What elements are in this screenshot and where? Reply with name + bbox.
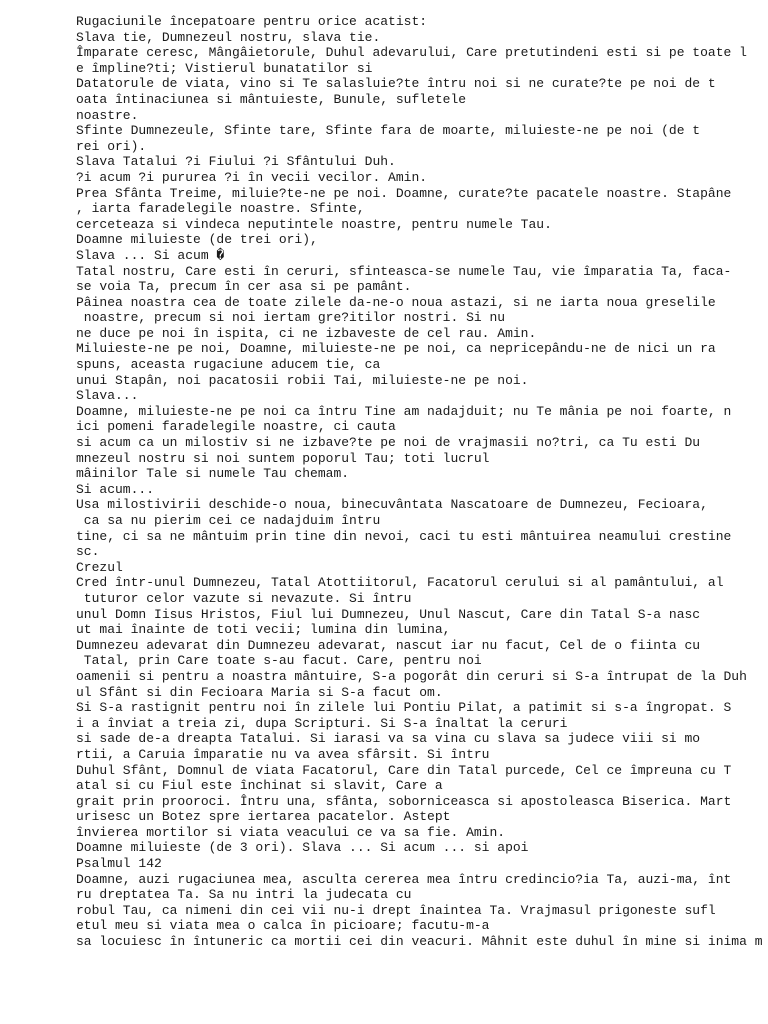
text-line: Sfinte Dumnezeule, Sfinte tare, Sfinte fara de moarte, miluieste-ne pe noi (de t	[76, 123, 701, 139]
text-line: unul Domn Iisus Hristos, Fiul lui Dumnezeu, Unul Nascut, Care din Tatal S-a nasc	[76, 606, 701, 622]
text-line: oamenii si pentru a noastra mântuire, S-a pogorât din ceruri si S-a întrupat de la Duh	[76, 668, 747, 684]
text-line: tuturor celor vazute si nevazute. Si întru	[76, 590, 412, 606]
text-line: atal si cu Fiul este închinat si slavit, Care a	[76, 778, 443, 794]
text-line: sc.	[76, 544, 100, 560]
text-line: Rugaciunile începatoare pentru orice acatist:	[76, 14, 428, 29]
text-line: e împline?ti; Vistierul bunatatilor si	[76, 60, 373, 76]
text-line: Tatal nostru, Care esti în ceruri, sfinteasca-se numele Tau, vie împaratia Ta, faca-	[76, 263, 732, 279]
text-line: tine, ci sa ne mântuim prin tine din nevoi, caci tu esti mântuirea neamului crestine	[76, 528, 732, 544]
text-line: unui Stapân, noi pacatosii robii Tai, miluieste-ne pe noi.	[76, 372, 529, 388]
text-line: ru dreptatea Ta. Sa nu intri la judecata cu	[76, 887, 412, 903]
text-line: învierea mortilor si viata veacului ce va sa fie. Amin.	[76, 824, 506, 840]
text-line: Datatorule de viata, vino si Te salasluie?te întru noi si ne curate?te pe noi de t	[76, 76, 716, 92]
text-line: Doamne, miluieste-ne pe noi ca întru Tine am nadajduit; nu Te mânia pe noi foarte, n	[76, 403, 732, 419]
text-line: Slava tie, Dumnezeul nostru, slava tie.	[76, 29, 381, 45]
text-line: ?i acum ?i pururea ?i în vecii vecilor. Amin.	[76, 169, 428, 185]
text-line: urisesc un Botez spre iertarea pacatelor. Astept	[76, 809, 451, 825]
text-line: si acum ca un milostiv si ne izbave?te pe noi de vrajmasii no?tri, ca Tu esti Du	[76, 435, 701, 451]
document-body	[76, 14, 763, 950]
text-line: Miluieste-ne pe noi, Doamne, miluieste-ne pe noi, ca nepricepându-ne de nici un ra	[76, 341, 716, 357]
text-line: Si S-a rastignit pentru noi în zilele lui Pontiu Pilat, a patimit si s-a îngropat. S	[76, 700, 732, 716]
text-line: rtii, a Caruia împaratie nu va avea sfârsit. Si întru	[76, 746, 490, 762]
text-line: Dumnezeu adevarat din Dumnezeu adevarat, nascut iar nu facut, Cel de o fiinta cu	[76, 637, 701, 653]
text-line: Slava...	[76, 388, 139, 404]
text-line: Pâinea noastra cea de toate zilele da-ne-o noua astazi, si ne iarta noua greselile	[76, 294, 716, 310]
text-line: Doamne miluieste (de 3 ori). Slava ... Si acum ... si apoi	[76, 840, 529, 856]
text-line: Duhul Sfânt, Domnul de viata Facatorul, Care din Tatal purcede, Cel ce împreuna cu T	[76, 762, 732, 778]
text-line: Si acum...	[76, 481, 155, 497]
text-line: robul Tau, ca nimeni din cei vii nu-i drept înaintea Ta. Vrajmasul prigoneste sufl	[76, 902, 716, 918]
text-line: etul meu si viata mea o calca în picioare; facutu-m-a	[76, 918, 490, 934]
text-line: , iarta faradelegile noastre. Sfinte,	[76, 201, 365, 217]
text-line: ut mai înainte de toti vecii; lumina din lumina,	[76, 622, 451, 638]
text-line: mâinilor Tale si numele Tau chemam.	[76, 466, 350, 482]
text-line: Psalmul 142	[76, 856, 162, 872]
text-line: Prea Sfânta Treime, miluie?te-ne pe noi. Doamne, curate?te pacatele noastre. Stapâne	[76, 185, 732, 201]
text-line: se voia Ta, precum în cer asa si pe pamânt.	[76, 279, 412, 295]
text-line: si sade de-a dreapta Tatalui. Si iarasi va sa vina cu slava sa judece viii si mo	[76, 731, 701, 747]
text-line: cerceteaza si vindeca neputintele noastre, pentru numele Tau.	[76, 216, 552, 232]
text-line: sa locuiesc în întuneric ca mortii cei din veacuri. Mâhnit este duhul în mine si inima m	[76, 934, 763, 950]
text-line: ca sa nu pierim cei ce nadajduim întru	[76, 513, 381, 528]
text-line: Doamne miluieste (de trei ori),	[76, 232, 318, 248]
text-line: ici pomeni faradelegile noastre, ci cauta	[76, 419, 396, 435]
text-line: noastre.	[76, 107, 139, 123]
text-line: oata întinaciunea si mântuieste, Bunule, sufletele	[76, 91, 467, 107]
text-line: Usa milostivirii deschide-o noua, binecuvântata Nascatoare de Dumnezeu, Fecioara,	[76, 497, 708, 513]
text-line: Crezul	[76, 559, 123, 575]
text-line: i a înviat a treia zi, dupa Scripturi. Si S-a înaltat la ceruri	[76, 715, 568, 731]
text-line: Slava Tatalui ?i Fiului ?i Sfântului Duh.	[76, 154, 396, 170]
text-line: Slava ... Si acum �	[76, 247, 225, 263]
text-line: ne duce pe noi în ispita, ci ne izbaveste de cel rau. Amin.	[76, 325, 537, 341]
text-line: Doamne, auzi rugaciunea mea, asculta cererea mea întru credincio?ia Ta, auzi-ma, înt	[76, 871, 732, 887]
text-line: Cred într-unul Dumnezeu, Tatal Atottiitorul, Facatorul cerului si al pamântului, al	[76, 575, 724, 591]
text-line: spuns, aceasta rugaciune aducem tie, ca	[76, 357, 381, 373]
text-line: grait prin prooroci. Întru una, sfânta, soborniceasca si apostoleasca Biserica. Mart	[76, 793, 732, 809]
text-line: ul Sfânt si din Fecioara Maria si S-a facut om.	[76, 684, 443, 700]
text-line: noastre, precum si noi iertam gre?itilor nostri. Si nu	[76, 310, 506, 326]
text-line: Împarate ceresc, Mângâietorule, Duhul adevarului, Care pretutindeni esti si pe toate l	[76, 45, 747, 61]
text-line: rei ori).	[76, 138, 147, 154]
text-line: mnezeul nostru si noi suntem poporul Tau; toti lucrul	[76, 450, 490, 466]
text-line: Tatal, prin Care toate s-au facut. Care, pentru noi	[76, 653, 482, 669]
